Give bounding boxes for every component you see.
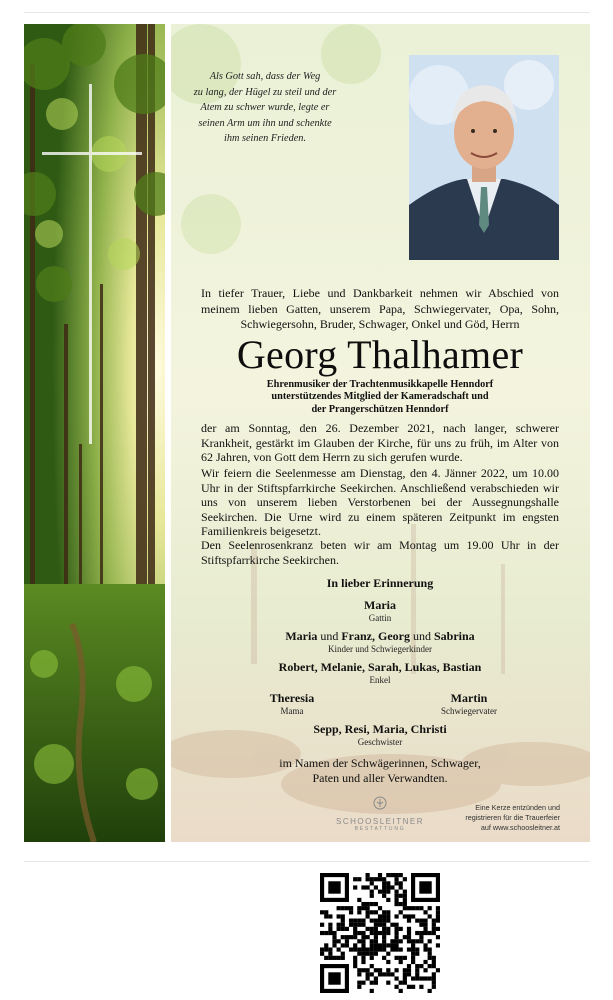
child-name: Franz, Georg — [341, 629, 410, 643]
funeral-home-logo — [334, 796, 426, 832]
closing-line: Paten und aller Verwandten. — [312, 770, 448, 785]
mourner-grandchildren — [201, 660, 559, 686]
logo-text: SCHOOSLEITNER — [336, 817, 424, 826]
mourner-father-in-law — [419, 691, 519, 717]
mourner-relation: Mama — [280, 706, 304, 716]
mourner-relation: Gattin — [368, 613, 392, 623]
honor-line: unterstützendes Mitglied der Kameradschaft und — [271, 391, 489, 403]
deceased-name: Georg Thalhamer — [236, 332, 524, 377]
candle-note[interactable] — [440, 803, 560, 832]
mourner-children — [201, 629, 559, 655]
rosary-paragraph: Den Seelenrosenkranz beten wir am Montag um 19.00 Uhr in der Stiftspfarrkirche Seekirchen. — [201, 538, 559, 567]
verse — [170, 69, 360, 147]
intro-text: In tiefer Trauer, Liebe und Dankbarkeit nehmen wir Abschied von meinem lieben Gatten, unserem Papa, Schwiegervater, Opa, Sohn, Schwiegersohn, Bruder, Schwager, Onkel und Göd, Herrn — [201, 286, 559, 331]
child-name: Maria — [285, 629, 318, 643]
verse-line: zu lang, der Hügel zu steil und der — [193, 86, 337, 98]
candle-note-line: registrieren für die Trauerfeier — [465, 812, 560, 822]
mourner-relation: Geschwister — [357, 737, 403, 747]
verse-line: ihm seinen Frieden. — [223, 133, 307, 145]
top-divider — [24, 12, 590, 13]
mourner-relation: Schwiegervater — [441, 706, 497, 716]
obituary-card — [24, 24, 590, 842]
forest-image — [24, 24, 165, 842]
qr-code[interactable] — [320, 873, 440, 993]
mass-paragraph: Wir feiern die Seelenmesse am Dienstag, den 4. Jänner 2022, um 10.00 Uhr in der Stiftspfarrkirche Seekirchen. Anschließend verabschieden wir uns von unserem lieben Verstorbenen bei der Aussegnungshalle Seekirchen. Die Urne wird zu einem späteren Zeitpunkt im engsten Familienkreis beigesetzt. — [201, 466, 559, 539]
honors — [201, 379, 559, 416]
mourner-name: Maria — [364, 598, 396, 612]
verse-line: Als Gott sah, dass der Weg — [209, 71, 321, 82]
conjunction: und — [412, 629, 431, 643]
mourner-relation: Enkel — [369, 675, 391, 685]
mourner-name: Robert, Melanie, Sarah, Lukas, Bastian — [278, 660, 482, 674]
mourner-mother — [242, 691, 342, 717]
mourner-name — [201, 629, 559, 644]
honor-line: Ehrenmusiker der Trachtenmusikkapelle Henndorf — [266, 379, 494, 390]
mourner-name: Theresia — [269, 691, 315, 705]
logo-mark-icon — [373, 796, 387, 810]
mourner-relation: Kinder und Schwiegerkinder — [328, 644, 432, 654]
candle-note-line: Eine Kerze entzünden und — [475, 803, 560, 812]
forest-panel — [24, 24, 165, 842]
death-paragraph: der am Sonntag, den 26. Dezember 2021, nach langer, schwerer Krankheit, gestärkt im Glauben der Kirche, für uns zu früh, im Alter von 62 Jahren, von Gott dem Herrn zu sich gerufen wurde. — [201, 421, 559, 465]
memory-heading: In lieber Erinnerung — [326, 576, 434, 590]
logo-subtext: BESTATTUNG — [354, 826, 406, 832]
bottom-divider — [24, 861, 590, 862]
child-name: Sabrina — [433, 629, 475, 643]
portrait-photo — [409, 55, 559, 260]
verse-line: Atem zu schwer wurde, legte er — [200, 102, 330, 114]
honor-line: der Prangerschützen Henndorf — [311, 403, 449, 415]
mourner-name: Sepp, Resi, Maria, Christi — [313, 722, 447, 736]
verse-line: seinen Arm um ihn und schenkte — [198, 117, 332, 129]
closing-text — [201, 756, 559, 785]
candle-note-link[interactable]: auf www.schoosleitner.at — [480, 822, 560, 832]
mourner-name: Martin — [450, 691, 488, 705]
mourner-siblings — [201, 722, 559, 748]
mourner-wife — [201, 598, 559, 624]
closing-line: im Namen der Schwägerinnen, Schwager, — [279, 756, 481, 770]
conjunction: und — [320, 629, 339, 643]
